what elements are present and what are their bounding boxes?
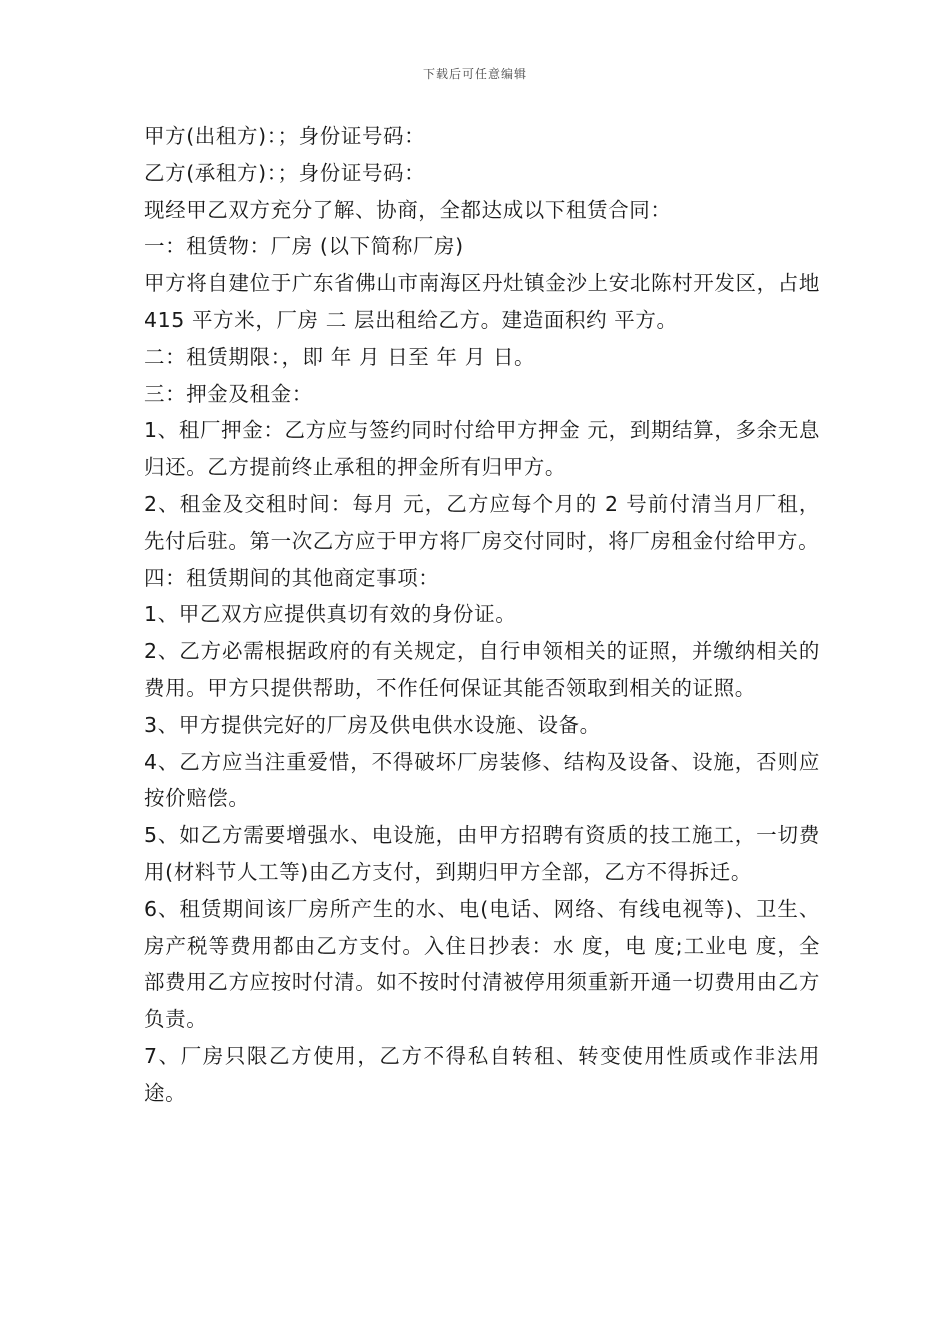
section-4-item-3: 3、甲方提供完好的厂房及供电供水设施、设备。 [144,712,601,737]
agreement-intro: 现经甲乙双方充分了解、协商，全都达成以下租赁合同： [144,197,672,222]
party-a-line: 甲方(出租方)：；身份证号码： [144,124,426,148]
section-4-item-5: 5、如乙方需要增强水、电设施，由甲方招聘有资质的技工施工，一切费用(材料节人工等)由乙方支付，到期归甲方全部，乙方不得拆迁。 [144,823,820,884]
section-3-heading: 三：押金及租金： [144,381,313,406]
section-3-item-1: 1、租厂押金：乙方应与签约同时付给甲方押金 元，到期结算，多余无息归还。乙方提前终止承租的押金所有归甲方。 [144,418,820,480]
section-4-heading: 四：租赁期间的其他商定事项： [144,565,440,590]
section-4-item-7: 7、厂房只限乙方使用，乙方不得私自转租、转变使用性质或作非法用途。 [144,1043,820,1105]
section-3-item-2: 2、租金及交租时间：每月 元，乙方应每个月的 2 号前付清当月厂租，先付后驻。第一次乙方应于甲方将厂房交付同时，将厂房租金付给甲方。 [144,491,820,553]
section-4-item-6: 6、租赁期间该厂房所产生的水、电(电话、网络、有线电视等)、卫生、房产税等费用都由乙方支付。入住日抄表：水 度，电 度;工业电 度，全部费用乙方应按时付清。如不按时付清被停用须重新开通一切费用由乙方负责。 [144,896,820,1032]
contract-body [144,118,820,1112]
section-1-heading: 一：租赁物：厂房 (以下简称厂房) [144,234,464,259]
page-header-note: 下载后可任意编辑 [422,67,527,81]
section-4-item-4: 4、乙方应当注重爱惜，不得破坏厂房装修、结构及设备、设施，否则应按价赔偿。 [144,749,820,811]
section-4-item-1: 1、甲乙双方应提供真切有效的身份证。 [144,602,517,627]
section-2-heading: 二：租赁期限：，即 年 月 日至 年 月 日。 [144,344,536,369]
section-1-body: 甲方将自建位于广东省佛山市南海区丹灶镇金沙上安北陈村开发区，占地 415 平方米，厂房 二 层出租给乙方。建造面积约 平方。 [144,271,820,332]
section-4-item-2: 2、乙方必需根据政府的有关规定，自行申领相关的证照，并缴纳相关的费用。甲方只提供帮助，不作任何保证其能否领取到相关的证照。 [144,639,820,700]
party-b-line: 乙方(承租方)：；身份证号码： [144,160,426,185]
